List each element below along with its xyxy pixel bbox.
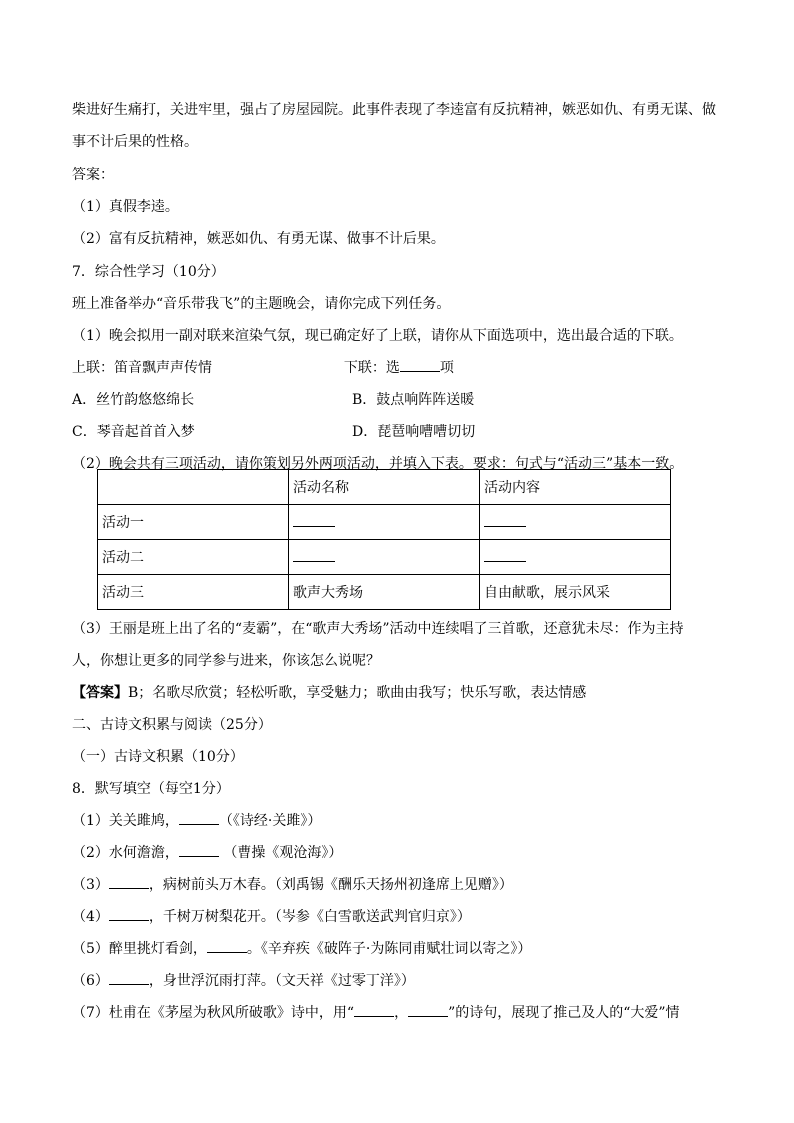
item-source: （《诗经·关雎》）	[218, 813, 322, 829]
item-number: （4）	[72, 909, 109, 925]
option-b: B．鼓点响阵阵送暖	[352, 392, 475, 408]
subsection-title: （一）古诗文积累（10分）	[72, 749, 244, 765]
fill-item-7	[72, 1004, 680, 1022]
item-number: （3）	[72, 877, 109, 893]
fill-item-4	[72, 908, 471, 926]
fill-item-1	[72, 812, 321, 830]
question-7-title: 7．综合性学习（10分）	[72, 264, 225, 280]
task-3-prompt: （3）王丽是班上出了名的“麦霸”，在“歌声大秀场”活动中连续唱了三首歌，还意犹未尽：作为主持	[72, 621, 684, 637]
answer-line	[72, 684, 586, 702]
table-cell: 自由献歌，展示风采	[480, 575, 671, 610]
answer-blank[interactable]	[207, 940, 247, 953]
item-number: （6）	[72, 973, 109, 989]
text-line: 事不计后果的性格。	[72, 134, 198, 150]
task-2-prompt: （2）晚会共有三项活动，请你策划另外两项活动，并填入下表。要求：句式与“活动三”基本一致。	[72, 456, 684, 472]
table-cell: 活动一	[98, 505, 289, 540]
answer-tag: 【答案】	[72, 685, 128, 701]
answer-2: （2）富有反抗精神，嫉恶如仇、有勇无谋、做事不计后果。	[72, 231, 445, 247]
table-cell: 歌声大秀场	[289, 575, 480, 610]
question-7-intro: 班上准备举办“音乐带我飞”的主题晚会，请你完成下列任务。	[72, 296, 451, 312]
item-text: ”的诗句，展现了推己及人的“大爱”情	[448, 1005, 680, 1021]
table-row	[98, 505, 671, 540]
options-row-1	[72, 391, 474, 409]
text-line: 柴进好生痛打，关进牢里，强占了房屋园院。此事件表现了李逵富有反抗精神，嫉恶如仇、有勇无谋、做	[72, 102, 716, 118]
answer-label: 答案：	[72, 167, 114, 183]
item-text: （5）醉里挑灯看剑，	[72, 941, 207, 957]
table-cell: 活动二	[98, 540, 289, 575]
answer-blank[interactable]	[109, 972, 149, 985]
couplet-line	[72, 359, 454, 377]
upper-couplet: 上联：笛音飘声声传情	[72, 360, 212, 376]
table-header-cell: 活动名称	[289, 470, 480, 505]
answer-blank[interactable]	[408, 1004, 448, 1017]
option-d: D．琵琶响嘈嘈切切	[352, 424, 476, 440]
item-separator: ，	[394, 1005, 409, 1021]
fill-item-3	[72, 876, 513, 894]
answer-blank[interactable]	[109, 876, 149, 889]
item-text: （2）水何澹澹，	[72, 845, 179, 861]
answer-blank	[484, 514, 526, 527]
fill-item-6	[72, 972, 415, 990]
answer-blank	[293, 514, 335, 527]
answer-blank[interactable]	[354, 1004, 394, 1017]
item-text: ，千树万树梨花开。（岑参《白雪歌送武判官归京》）	[148, 909, 471, 925]
answer-blank[interactable]	[109, 908, 149, 921]
item-text: （7）杜甫在《茅屋为秋风所破歌》诗中，用“	[72, 1005, 355, 1021]
table-row	[98, 575, 671, 610]
item-source: 。《辛弃疾《破阵子·为陈同甫赋壮词以寄之》）	[246, 941, 532, 957]
table-header-cell	[98, 470, 289, 505]
table-cell: 活动三	[98, 575, 289, 610]
activity-table	[97, 469, 671, 610]
fill-item-2	[72, 844, 342, 862]
table-header-cell: 活动内容	[480, 470, 671, 505]
item-source: （曹操《观沧海》）	[218, 845, 343, 861]
option-c: C．琴音起首首入梦	[72, 424, 195, 440]
item-text: ，病树前头万木春。（刘禹锡《酬乐天扬州初逢席上见赠》）	[148, 877, 513, 893]
table-header-row	[98, 470, 671, 505]
answer-blank[interactable]	[179, 844, 219, 857]
section-2-title: 二、古诗文积累与阅读（25分）	[72, 717, 272, 733]
answer-text: B；名歌尽欣赏；轻松听歌，享受魅力；歌曲由我写；快乐写歌，表达情感	[128, 685, 587, 701]
answer-blank	[400, 359, 440, 372]
fill-blank-cell[interactable]	[289, 505, 480, 540]
answer-blank	[293, 549, 335, 562]
answer-blank[interactable]	[179, 812, 219, 825]
lower-couplet-label: 下联：选	[343, 360, 400, 376]
item-text: ，身世浮沉雨打萍。（文天祥《过零丁洋》）	[148, 973, 415, 989]
task-3-prompt-cont: 人，你想让更多的同学参与进来，你该怎么说呢？	[72, 653, 380, 669]
table-row	[98, 540, 671, 575]
option-a: A．丝竹韵悠悠绵长	[72, 392, 195, 408]
question-8-title: 8．默写填空（每空1分）	[72, 781, 230, 797]
options-row-2	[72, 423, 475, 441]
fill-blank-cell[interactable]	[480, 505, 671, 540]
answer-1: （1）真假李逵。	[72, 199, 179, 215]
fill-blank-cell[interactable]	[480, 540, 671, 575]
lower-couplet-suffix: 项	[439, 360, 454, 376]
item-text: （1）关关雎鸠，	[72, 813, 179, 829]
answer-blank	[484, 549, 526, 562]
fill-blank-cell[interactable]	[289, 540, 480, 575]
task-1-prompt: （1）晚会拟用一副对联来渲染气氛，现已确定好了上联，请你从下面选项中，选出最合适的下联。	[72, 328, 683, 344]
fill-item-5	[72, 940, 531, 958]
